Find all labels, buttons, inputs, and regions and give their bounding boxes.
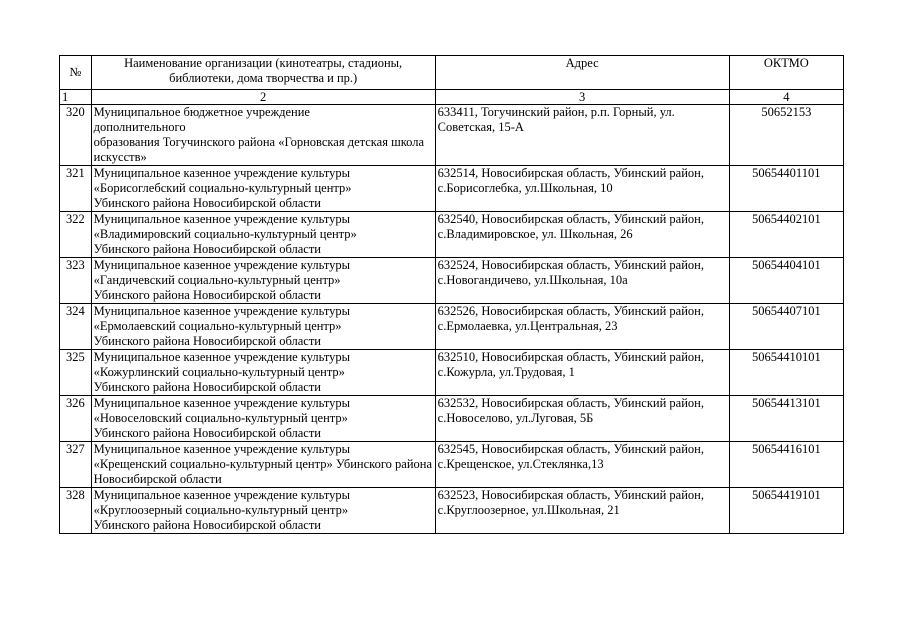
oktmo-code: 50654404101 <box>729 258 843 304</box>
organization-name: Муниципальное казенное учреждение культуры «Борисоглебский социально-культурный центр» Убинского района Новосибирской области <box>91 166 435 212</box>
organization-name: Муниципальное казенное учреждение культуры «Новоселовский социально-культурный центр» Убинского района Новосибирской области <box>91 396 435 442</box>
organization-name: Муниципальное казенное учреждение культуры «Круглоозерный социально-культурный центр» Убинского района Новосибирской области <box>91 488 435 534</box>
column-index-row <box>60 90 844 105</box>
organization-address: 632523, Новосибирская область, Убинский район, с.Круглоозерное, ул.Школьная, 21 <box>435 488 729 534</box>
column-index-2: 2 <box>91 90 435 105</box>
table-row <box>60 488 844 534</box>
organization-address: 632540, Новосибирская область, Убинский район, с.Владимировское, ул. Школьная, 26 <box>435 212 729 258</box>
oktmo-code: 50654402101 <box>729 212 843 258</box>
table-body <box>60 56 844 534</box>
organization-address: 632526, Новосибирская область, Убинский район, с.Ермолаевка, ул.Центральная, 23 <box>435 304 729 350</box>
organization-address: 632545, Новосибирская область, Убинский район, с.Крещенское, ул.Стеклянка,13 <box>435 442 729 488</box>
table-row <box>60 105 844 166</box>
row-number: 325 <box>60 350 92 396</box>
organization-name: Муниципальное казенное учреждение культуры «Гандичевский социально-культурный центр» Убинского района Новосибирской области <box>91 258 435 304</box>
row-number: 327 <box>60 442 92 488</box>
organization-address: 633411, Тогучинский район, р.п. Горный, ул. Советская, 15-А <box>435 105 729 166</box>
table-row <box>60 442 844 488</box>
row-number: 323 <box>60 258 92 304</box>
organization-name: Муниципальное казенное учреждение культуры «Владимировский социально-культурный центр» Убинского района Новосибирской области <box>91 212 435 258</box>
header-row <box>60 56 844 90</box>
organization-address: 632510, Новосибирская область, Убинский район, с.Кожурла, ул.Трудовая, 1 <box>435 350 729 396</box>
oktmo-code: 50652153 <box>729 105 843 166</box>
oktmo-code: 50654416101 <box>729 442 843 488</box>
column-index-1: 1 <box>60 90 92 105</box>
table-row <box>60 396 844 442</box>
row-number: 324 <box>60 304 92 350</box>
oktmo-code: 50654413101 <box>729 396 843 442</box>
organization-address: 632524, Новосибирская область, Убинский район, с.Новогандичево, ул.Школьная, 10а <box>435 258 729 304</box>
oktmo-code: 50654419101 <box>729 488 843 534</box>
header-num: № <box>60 56 92 90</box>
header-name: Наименование организации (кинотеатры, стадионы, библиотеки, дома творчества и пр.) <box>91 56 435 90</box>
table-row <box>60 166 844 212</box>
organization-name: Муниципальное казенное учреждение культуры «Крещенский социально-культурный центр» Убинского района Новосибирской области <box>91 442 435 488</box>
row-number: 322 <box>60 212 92 258</box>
table-row <box>60 258 844 304</box>
row-number: 326 <box>60 396 92 442</box>
oktmo-code: 50654407101 <box>729 304 843 350</box>
table-row <box>60 350 844 396</box>
row-number: 321 <box>60 166 92 212</box>
organization-name: Муниципальное бюджетное учреждение дополнительного образования Тогучинского района «Горновская детская школа искусств» <box>91 105 435 166</box>
organization-name: Муниципальное казенное учреждение культуры «Ермолаевский социально-культурный центр» Убинского района Новосибирской области <box>91 304 435 350</box>
organizations-table <box>59 55 844 534</box>
organization-name: Муниципальное казенное учреждение культуры «Кожурлинский социально-культурный центр» Убинского района Новосибирской области <box>91 350 435 396</box>
oktmo-code: 50654410101 <box>729 350 843 396</box>
organization-address: 632532, Новосибирская область, Убинский район, с.Новоселово, ул.Луговая, 5Б <box>435 396 729 442</box>
table-row <box>60 212 844 258</box>
column-index-3: 3 <box>435 90 729 105</box>
row-number: 328 <box>60 488 92 534</box>
header-oktmo: ОКТМО <box>729 56 843 90</box>
table-row <box>60 304 844 350</box>
oktmo-code: 50654401101 <box>729 166 843 212</box>
row-number: 320 <box>60 105 92 166</box>
column-index-4: 4 <box>729 90 843 105</box>
organization-address: 632514, Новосибирская область, Убинский район, с.Борисоглебка, ул.Школьная, 10 <box>435 166 729 212</box>
header-address: Адрес <box>435 56 729 90</box>
